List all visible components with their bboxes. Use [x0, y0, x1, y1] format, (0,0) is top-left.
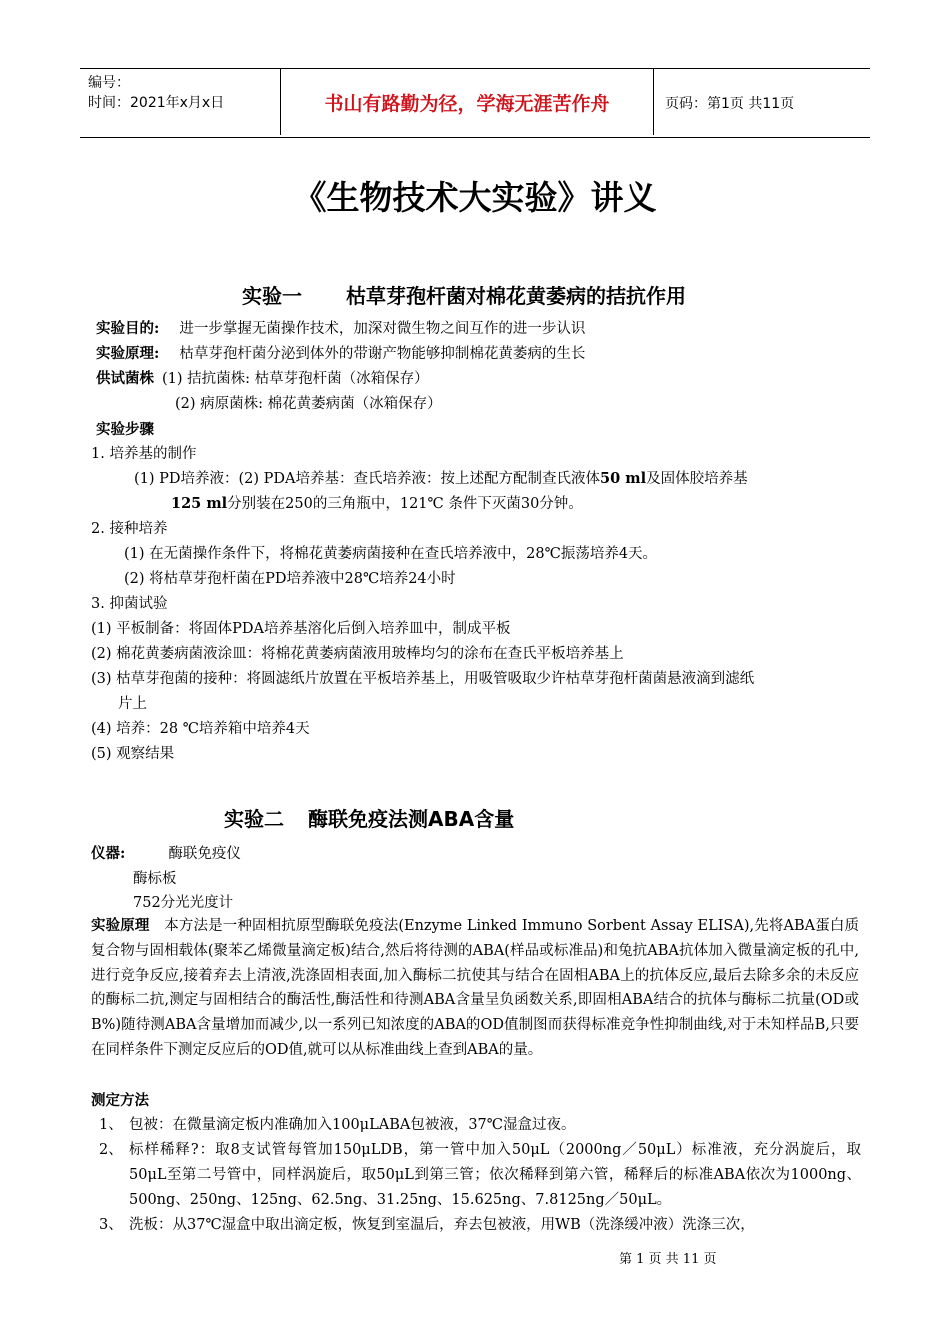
step1-line2	[171, 493, 583, 515]
exp2-heading-title: 酶联免疫法测ABA含量	[308, 807, 515, 831]
step1-line1	[134, 468, 748, 490]
header-motto: 书山有路勤为径，学海无涯苦作舟	[280, 69, 654, 135]
exp1-heading-num: 实验一	[242, 284, 302, 308]
method-item-2	[91, 1138, 861, 1212]
step3-item-1: (1) 平板制备：将固体PDA培养基溶化后倒入培养皿中，制成平板	[91, 621, 511, 637]
method-item-3-num: 3、	[99, 1217, 123, 1233]
strain-2: (2) 病原菌株: 棉花黄萎病菌（冰箱保存）	[175, 396, 442, 412]
step3-item-2: (2) 棉花黄萎病菌液涂皿：将棉花黄萎病菌液用玻棒均匀的涂布在查氏平板培养基上	[91, 646, 624, 662]
purpose-text: 进一步掌握无菌操作技术，加深对微生物之间互作的进一步认识	[179, 321, 586, 337]
strains-label: 供试菌株	[96, 370, 154, 387]
method-item-2-text: 标样稀释?：取8支试管每管加150μLDB，第一管中加入50μL（2000ng／50μL）标准液，充分涡旋后，取50μL至第二号管中，同样涡旋后，取50μL到第三管；依次稀释到第六管，稀释后的标准ABA依次为1000ng、500ng、250ng、125ng、62.5ng、31.25ng、15.625ng、7.8125ng／50μL。	[129, 1142, 861, 1208]
method-item-1	[91, 1113, 861, 1138]
page-footer: 第 1 页 共 11 页	[619, 1252, 717, 1267]
step3-item-3: (3) 枯草芽孢菌的接种：将圆滤纸片放置在平板培养基上，用吸管吸取少许枯草芽孢杆菌菌悬液滴到滤纸	[91, 671, 755, 687]
instruments-line	[91, 843, 241, 865]
step1-volume-liquid: 50 ml	[600, 470, 647, 487]
step3-item-4: (4) 培养：28 ℃培养箱中培养4天	[91, 721, 310, 737]
step3-item-3-cont: 片上	[118, 696, 147, 712]
strain-1: (1) 拮抗菌株: 枯草芽孢杆菌（冰箱保存）	[162, 371, 429, 387]
instrument-3: 752分光光度计	[133, 895, 234, 911]
header-page-info: 页码：第1页 共11页	[665, 96, 795, 112]
method-item-3-text: 洗板：从37℃湿盒中取出滴定板，恢复到室温后，弃去包被液，用WB（洗涤缓冲液）洗涤三次，	[129, 1217, 755, 1233]
method-item-2-num: 2、	[99, 1142, 123, 1158]
method-item-1-text: 包被：在微量滴定板内准确加入100μLABA包被液，37℃湿盒过夜。	[129, 1117, 576, 1133]
exp2-principle-label: 实验原理	[91, 917, 150, 934]
instrument-1: 酶联免疫仪	[168, 846, 241, 862]
exp1-heading-title: 枯草芽孢杆菌对棉花黄萎病的拮抗作用	[346, 284, 686, 308]
principle-text: 枯草芽孢杆菌分泌到体外的带谢产物能够抑制棉花黄萎病的生长	[179, 346, 586, 362]
exp2-heading-num: 实验二	[224, 807, 284, 831]
exp2-principle-text: 本方法是一种固相抗原型酶联免疫法(Enzyme Linked Immuno Sorbent Assay ELISA),先将ABA蛋白质复合物与固相载体(聚苯乙烯微量滴定板)结合,然后将待测的ABA(样品或标准品)和兔抗ABA抗体加入微量滴定板的孔中,进行竞争反应,接着弃去上清液,洗涤固相表面,加入酶标二抗使其与结合在固相ABA上的抗体反应,最后去除多余的未反应的酶标二抗,测定与固相结合的酶活性,酶活性和待测ABA含量呈负函数关系,即固相ABA结合的抗体与酶标二抗量(OD或B%)随待测ABA含量增加而减少,以一系列已知浓度的ABA的OD值制图而获得标准竞争性抑制曲线,对于未知样品B,只要在同样条件下测定反应后的OD值,就可以从标准曲线上查到ABA的量。	[91, 918, 860, 1058]
step3-item-5: (5) 观察结果	[91, 746, 175, 762]
step1-title: 1. 培养基的制作	[91, 446, 197, 462]
exp1-principle	[96, 343, 585, 365]
step1-volume-solid: 125 ml	[171, 495, 228, 512]
step2-item-2: (2) 将枯草芽孢杆菌在PD培养液中28℃培养24小时	[124, 571, 456, 587]
exp2-heading	[224, 803, 514, 832]
step1-line1-text-end: 及固体胶培养基	[646, 471, 748, 487]
document-title: 《生物技术大实验》讲义	[293, 178, 657, 217]
method-item-3	[91, 1213, 861, 1238]
exp1-heading	[242, 280, 686, 309]
exp1-strains	[96, 368, 429, 390]
step2-title: 2. 接种培养	[91, 521, 168, 537]
exp2-principle	[91, 914, 859, 1063]
purpose-label: 实验目的:	[96, 320, 160, 337]
step1-line1-text: (1) PD培养液：(2) PDA培养基：查氏培养液：按上述配方配制查氏液体	[134, 471, 601, 487]
principle-label: 实验原理:	[96, 345, 160, 362]
step3-title: 3. 抑菌试验	[91, 596, 168, 612]
method-label: 测定方法	[91, 1092, 149, 1109]
exp1-purpose	[96, 318, 585, 340]
instruments-label: 仪器:	[91, 845, 126, 862]
step1-line2-text: 分别装在250的三角瓶中，121℃ 条件下灭菌30分钟。	[227, 496, 583, 512]
header-meta	[88, 73, 278, 113]
method-item-1-num: 1、	[99, 1117, 123, 1133]
steps-label: 实验步骤	[96, 421, 154, 438]
step2-item-1: (1) 在无菌操作条件下，将棉花黄萎病菌接种在查氏培养液中，28℃振荡培养4天。	[124, 546, 658, 562]
date-line: 时间：2021年x月x日	[88, 95, 225, 111]
page-header	[80, 68, 870, 138]
instrument-2: 酶标板	[133, 871, 177, 887]
number-label: 编号：	[88, 75, 130, 91]
